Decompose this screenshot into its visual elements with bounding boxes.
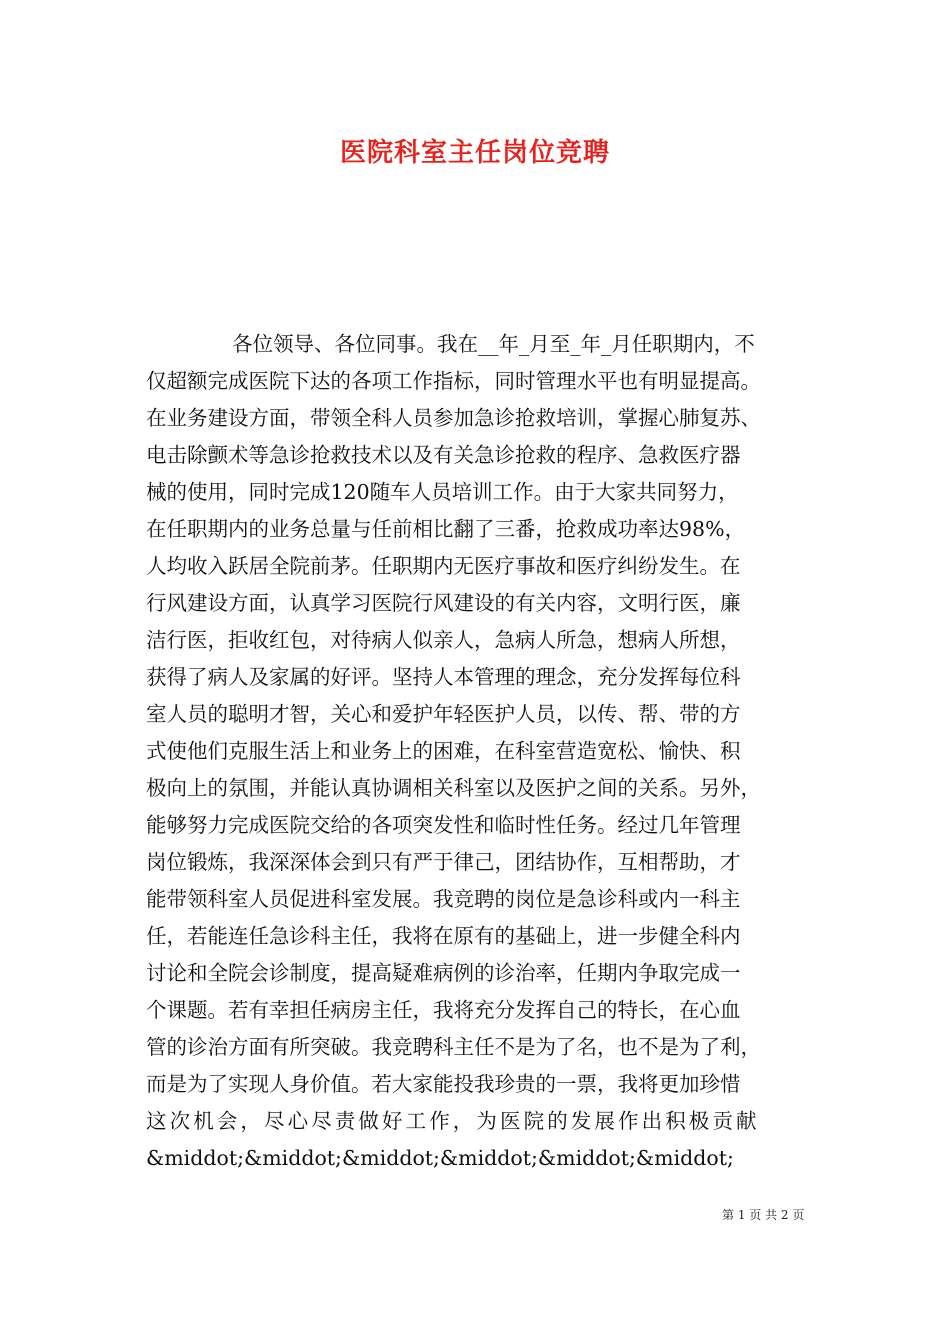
body-line: 械的使用，同时完成120随车人员培训工作。由于大家共同努力， (146, 480, 739, 504)
body-line: 洁行医，拒收红包，对待病人似亲人，急病人所急，想病人所想， (146, 628, 741, 652)
body-line: 人均收入跃居全院前茅。任职期内无医疗事故和医疗纠纷发生。在 (146, 554, 741, 578)
body-line: 在业务建设方面，带领全科人员参加急诊抢救培训，掌握心肺复苏、 (146, 406, 761, 430)
body-line: 室人员的聪明才智，关心和爱护年轻医护人员，以传、帮、带的方 (146, 702, 741, 726)
body-line: 能带领科室人员促进科室发展。我竞聘的岗位是急诊科或内一科主 (146, 887, 741, 911)
body-line: 任，若能连任急诊科主任，我将在原有的基础上，进一步健全科内 (146, 924, 741, 948)
body-line: 获得了病人及家属的好评。坚持人本管理的理念，充分发挥每位科 (146, 665, 741, 689)
body-line: 岗位锻炼，我深深体会到只有严于律己，团结协作，互相帮助，才 (146, 850, 741, 874)
body-line: 电击除颤术等急诊抢救技术以及有关急诊抢救的程序、急救医疗器 (146, 443, 741, 467)
body-line: 个课题。若有幸担任病房主任，我将充分发挥自己的特长，在心血 (146, 998, 741, 1022)
page-number: 第 1 页 共 2 页 (722, 1208, 805, 1222)
body-line: &middot;&middot;&middot;&middot;&middot;&middot; (146, 1146, 734, 1170)
body-line: 行风建设方面，认真学习医院行风建设的有关内容，文明行医，廉 (146, 591, 741, 615)
body-line: 这次机会，尽心尽责做好工作，为医院的发展作出积极贡献 (146, 1109, 760, 1133)
body-line: 而是为了实现人身价值。若大家能投我珍贵的一票，我将更加珍惜 (146, 1072, 741, 1096)
body-line: 管的诊治方面有所突破。我竞聘科主任不是为了名，也不是为了利， (146, 1035, 761, 1059)
body-line: 在任职期内的业务总量与任前相比翻了三番，抢救成功率达98%， (146, 517, 746, 541)
body-line: 能够努力完成医院交给的各项突发性和临时性任务。经过几年管理 (146, 813, 741, 837)
body-line: 仅超额完成医院下达的各项工作指标，同时管理水平也有明显提高。 (146, 369, 761, 393)
body-line: 式使他们克服生活上和业务上的困难，在科室营造宽松、愉快、积 (146, 739, 741, 763)
body-line: 讨论和全院会诊制度，提高疑难病例的诊治率，任期内争取完成一 (146, 961, 741, 985)
document-body (146, 326, 806, 1177)
body-line: 极向上的氛围，并能认真协调相关科室以及医护之间的关系。另外， (146, 776, 761, 800)
document-title: 医院科室主任岗位竞聘 (339, 138, 610, 168)
body-line: 各位领导、各位同事。我在__年_月至_年_月任职期内，不 (232, 332, 755, 356)
